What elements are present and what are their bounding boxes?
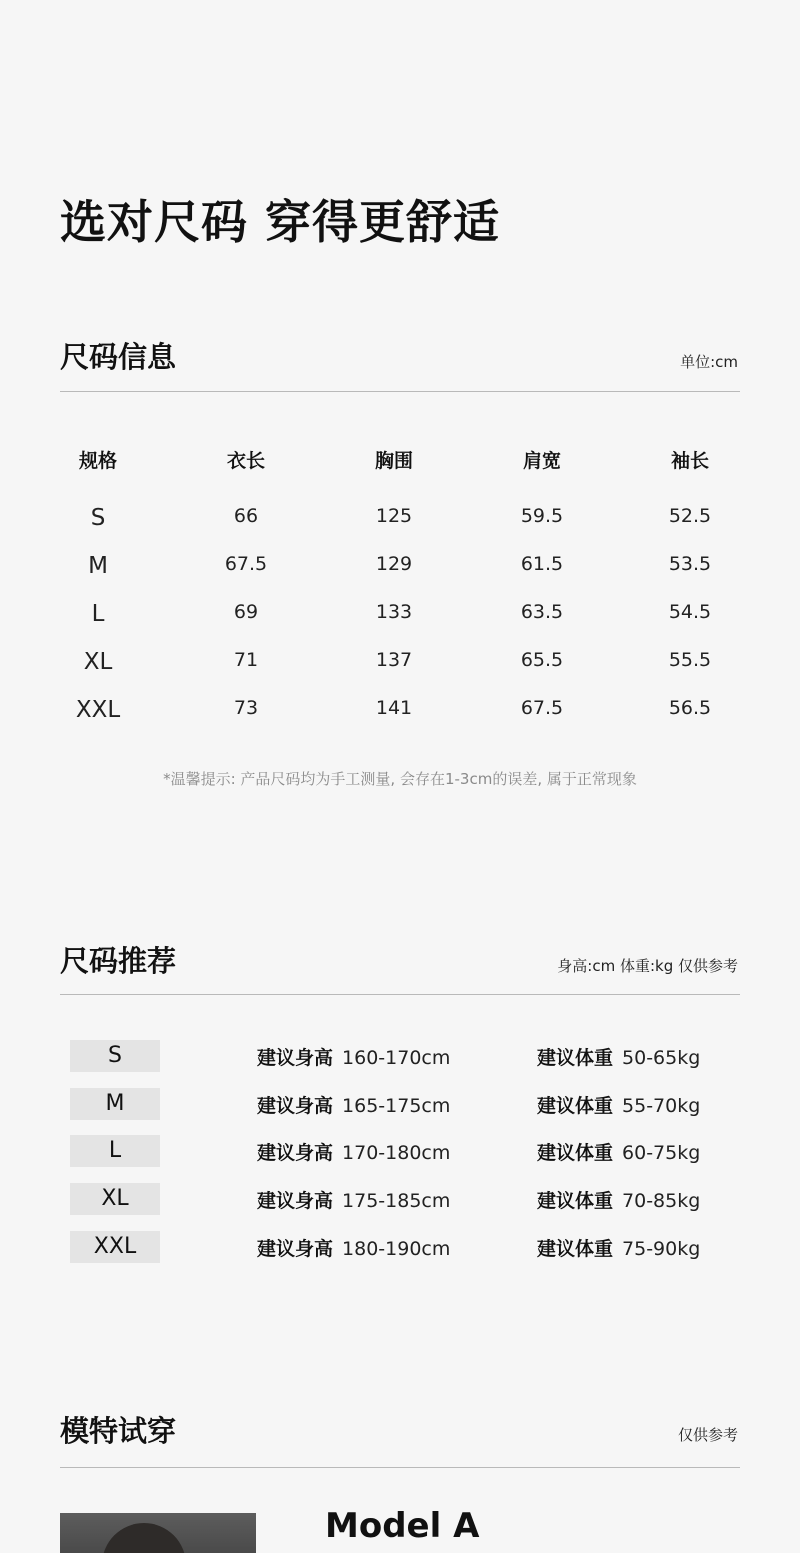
table-row [24, 553, 764, 579]
recommend-weight [537, 1091, 700, 1118]
table-cell: 141 [375, 697, 413, 719]
table-row [24, 697, 764, 723]
weight-label: 建议体重 [537, 1095, 614, 1117]
table-cell-size: M [88, 553, 108, 579]
table-cell: 133 [375, 601, 413, 623]
size-badge: XL [70, 1183, 160, 1215]
model-tryon-note: 仅供参考 [677, 1426, 738, 1444]
model-head-shape [102, 1523, 186, 1553]
table-cell: 59.5 [520, 505, 564, 527]
page-title: 选对尺码 穿得更舒适 [60, 195, 501, 249]
model-tryon-heading: 模特试穿 [60, 1414, 177, 1448]
size-badge: M [70, 1088, 160, 1120]
table-cell: 137 [375, 649, 413, 671]
size-badge: XXL [70, 1231, 160, 1263]
table-cell: 61.5 [520, 553, 564, 575]
size-info-divider [60, 391, 740, 392]
model-tryon-divider [60, 1467, 740, 1468]
table-cell: 71 [233, 649, 259, 671]
recommend-row [70, 1040, 750, 1072]
table-cell: 54.5 [668, 601, 712, 623]
table-cell: 53.5 [668, 553, 712, 575]
size-recommend-divider [60, 994, 740, 995]
table-cell: 125 [375, 505, 413, 527]
recommend-height [257, 1091, 450, 1118]
table-cell: 63.5 [520, 601, 564, 623]
recommend-row [70, 1135, 750, 1167]
size-table-header [24, 446, 764, 473]
recommend-height [257, 1186, 450, 1213]
height-value: 170-180cm [342, 1142, 451, 1164]
height-value: 175-185cm [342, 1190, 451, 1212]
size-recommend-heading: 尺码推荐 [60, 944, 177, 978]
measurement-tip: *温馨提示: 产品尺码均为手工测量, 会存在1-3cm的误差, 属于正常现象 [163, 770, 637, 788]
height-label: 建议身高 [257, 1047, 334, 1069]
recommend-weight [537, 1186, 700, 1213]
recommend-weight [537, 1234, 700, 1261]
table-cell: 67.5 [224, 553, 268, 575]
height-label: 建议身高 [257, 1190, 334, 1212]
size-info-heading: 尺码信息 [60, 340, 177, 374]
size-recommend-note: 身高:cm 体重:kg 仅供参考 [557, 957, 738, 975]
recommend-row [70, 1183, 750, 1215]
weight-label: 建议体重 [537, 1142, 614, 1164]
table-row [24, 601, 764, 627]
column-header-chest: 胸围 [374, 450, 413, 472]
weight-label: 建议体重 [537, 1047, 614, 1069]
column-header-sleeve: 袖长 [670, 450, 709, 472]
size-info-unit: 单位:cm [680, 353, 738, 371]
height-value: 165-175cm [342, 1095, 451, 1117]
table-cell-size: XL [83, 649, 113, 675]
weight-value: 55-70kg [622, 1095, 701, 1117]
table-cell-size: L [91, 601, 105, 627]
weight-value: 70-85kg [622, 1190, 701, 1212]
table-cell: 55.5 [668, 649, 712, 671]
height-label: 建议身高 [257, 1238, 334, 1260]
weight-value: 75-90kg [622, 1238, 701, 1260]
height-label: 建议身高 [257, 1095, 334, 1117]
recommend-height [257, 1138, 450, 1165]
recommend-weight [537, 1043, 700, 1070]
weight-value: 50-65kg [622, 1047, 701, 1069]
column-header-length: 衣长 [226, 450, 265, 472]
table-cell: 73 [233, 697, 259, 719]
table-cell: 67.5 [520, 697, 564, 719]
table-row [24, 505, 764, 531]
height-label: 建议身高 [257, 1142, 334, 1164]
table-cell: 52.5 [668, 505, 712, 527]
table-cell: 56.5 [668, 697, 712, 719]
column-header-shoulder: 肩宽 [522, 450, 561, 472]
table-cell: 129 [375, 553, 413, 575]
recommend-row [70, 1088, 750, 1120]
height-value: 160-170cm [342, 1047, 451, 1069]
weight-label: 建议体重 [537, 1238, 614, 1260]
table-cell: 66 [233, 505, 259, 527]
recommend-height [257, 1043, 450, 1070]
model-name: Model A [325, 1506, 480, 1546]
table-cell-size: XXL [75, 697, 121, 723]
table-row [24, 649, 764, 675]
height-value: 180-190cm [342, 1238, 451, 1260]
table-cell: 65.5 [520, 649, 564, 671]
weight-value: 60-75kg [622, 1142, 701, 1164]
recommend-weight [537, 1138, 700, 1165]
recommend-height [257, 1234, 450, 1261]
size-badge: L [70, 1135, 160, 1167]
table-cell: 69 [233, 601, 259, 623]
table-cell-size: S [90, 505, 106, 531]
model-photo [60, 1513, 256, 1553]
recommend-row [70, 1231, 750, 1263]
weight-label: 建议体重 [537, 1190, 614, 1212]
column-header-spec: 规格 [78, 450, 117, 472]
size-badge: S [70, 1040, 160, 1072]
